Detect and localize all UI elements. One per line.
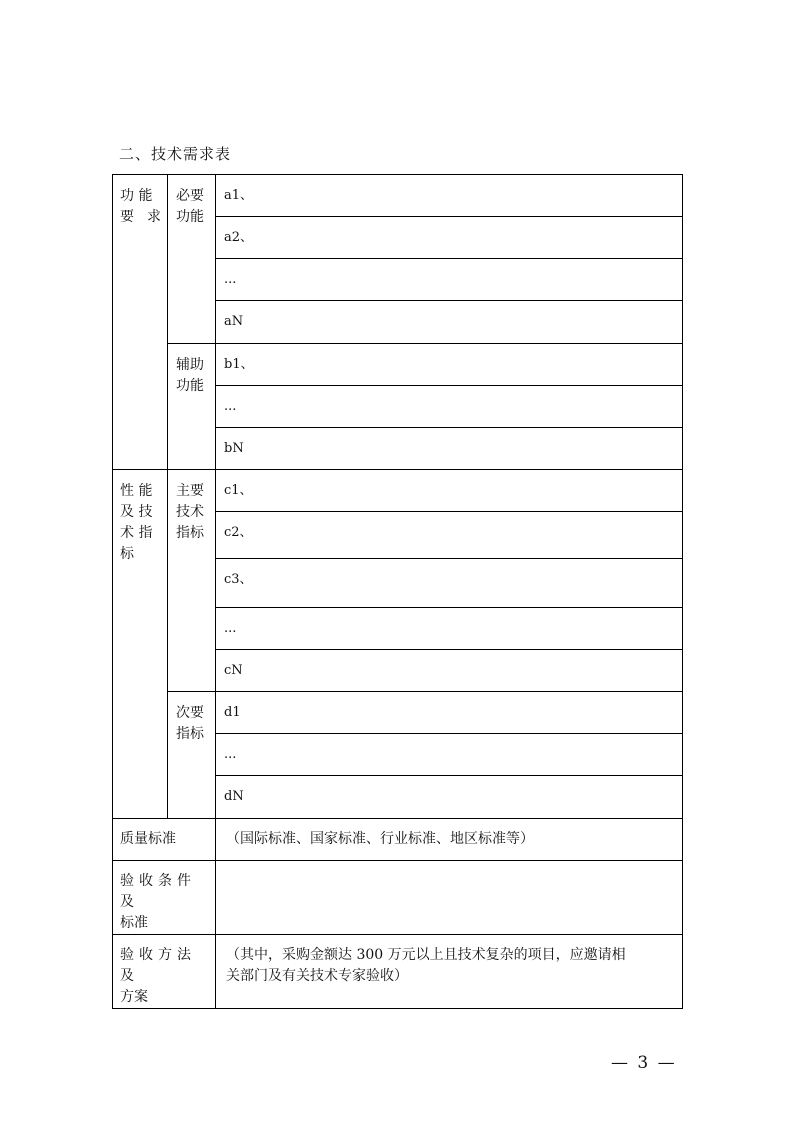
requirement-cell[interactable]: d1 (216, 692, 683, 734)
subcategory-auxiliary: 辅助 功能 (168, 344, 216, 470)
table-row (113, 175, 683, 217)
requirement-cell[interactable]: ... (216, 608, 683, 650)
category-line: 及 技 (120, 504, 153, 520)
subcategory-secondary-indicators: 次要 指标 (168, 692, 216, 819)
requirement-cell[interactable]: a2、 (216, 217, 683, 259)
requirement-cell[interactable]: ... (216, 259, 683, 301)
technical-requirements-table (112, 174, 683, 1009)
category-functional (113, 175, 168, 470)
category-line: 功 能 (120, 188, 153, 204)
requirement-cell[interactable]: c1、 (216, 470, 683, 512)
table-row (113, 470, 683, 512)
page-number: — 3 — (611, 1053, 677, 1073)
category-line: 标 (120, 546, 134, 562)
acceptance-method-value[interactable]: （其中，采购金额达 300 万元以上且技术复杂的项目，应邀请相 关部门及有关技术专家验收） (216, 935, 683, 1009)
category-line: 要求 (120, 209, 161, 225)
section-title: 二、技术需求表 (119, 145, 232, 163)
acceptance-method-label: 验收方法及 方案 (113, 935, 216, 1009)
quality-standard-label: 质量标准 (113, 819, 216, 861)
requirement-cell[interactable]: ... (216, 734, 683, 776)
table-row (113, 935, 683, 1009)
requirement-cell[interactable]: ... (216, 386, 683, 428)
requirement-cell[interactable]: dN (216, 776, 683, 819)
table-row (113, 692, 683, 734)
requirement-cell[interactable]: b1、 (216, 344, 683, 386)
subcategory-main-indicators: 主要 技术 指标 (168, 470, 216, 692)
table-row (113, 819, 683, 861)
subcategory-required: 必要 功能 (168, 175, 216, 344)
requirement-cell[interactable]: a1、 (216, 175, 683, 217)
quality-standard-value[interactable]: （国际标准、国家标准、行业标准、地区标准等） (216, 819, 683, 861)
acceptance-conditions-label: 验收条件及 标准 (113, 861, 216, 935)
category-performance (113, 470, 168, 819)
table-row (113, 344, 683, 386)
acceptance-conditions-value[interactable] (216, 861, 683, 935)
requirement-cell[interactable]: bN (216, 428, 683, 470)
requirement-cell[interactable]: c3、 (216, 559, 683, 608)
requirement-cell[interactable]: c2、 (216, 512, 683, 559)
requirement-cell[interactable]: aN (216, 301, 683, 344)
table-row (113, 861, 683, 935)
requirement-cell[interactable]: cN (216, 650, 683, 692)
category-line: 性 能 (120, 483, 153, 499)
category-line: 术 指 (120, 525, 153, 541)
